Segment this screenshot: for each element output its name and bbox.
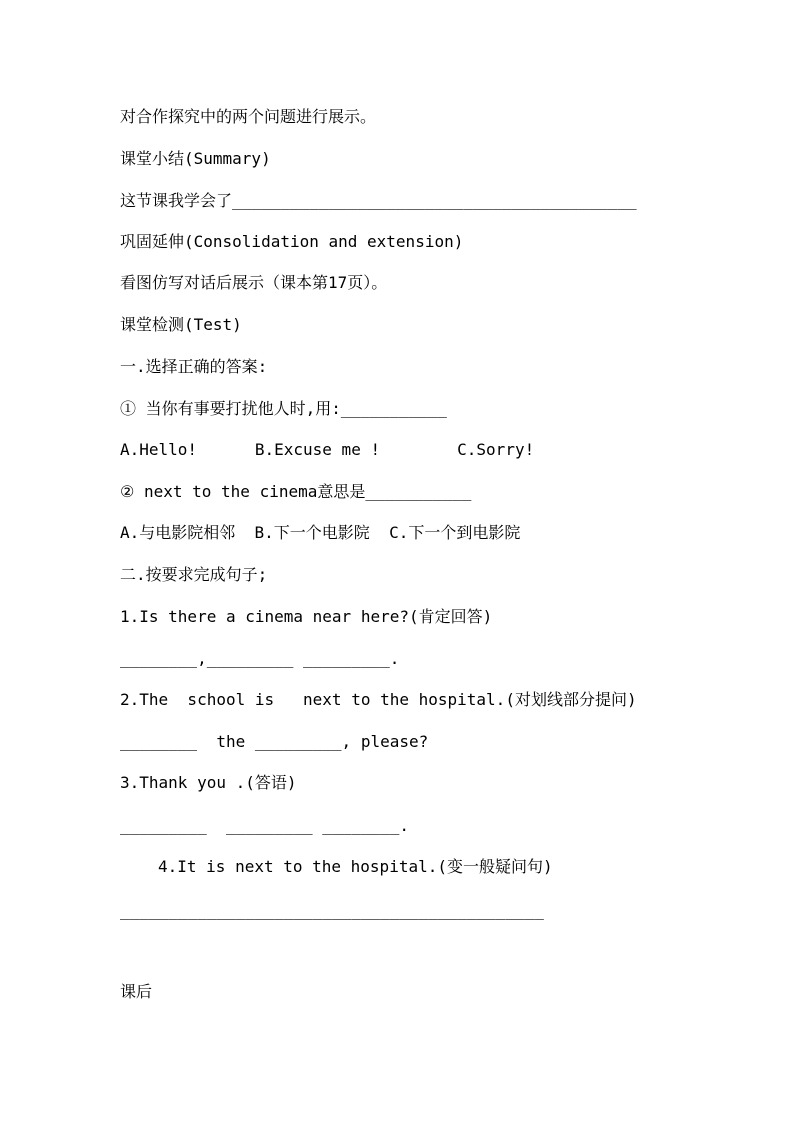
part-two-heading: 二.按要求完成句子; (120, 565, 268, 584)
question-1-options: A.Hello! B.Excuse me ! C.Sorry! (120, 440, 535, 459)
section-heading-consolidation: 巩固延伸(Consolidation and extension) (120, 232, 464, 251)
question-2: ② next to the cinema意思是___________ (120, 482, 472, 501)
part-one-heading: 一.选择正确的答案: (120, 357, 268, 376)
text-line-summary-blank: 这节课我学会了__________________________________________ (120, 191, 637, 210)
section-heading-summary: 课堂小结(Summary) (120, 149, 271, 168)
sentence-3-blanks: _________ _________ ________. (120, 816, 409, 835)
question-1: ① 当你有事要打扰他人时,用:___________ (120, 399, 447, 418)
sentence-2-blanks: ________ the _________, please? (120, 732, 429, 751)
question-2-options: A.与电影院相邻 B.下一个电影院 C.下一个到电影院 (120, 523, 521, 542)
sentence-1-blanks: ________,_________ _________. (120, 649, 400, 668)
after-class-heading: 课后 (120, 982, 153, 1001)
sentence-2: 2.The school is next to the hospital.(对划线部分提问) (120, 690, 637, 709)
sentence-3: 3.Thank you .(答语) (120, 773, 297, 792)
text-line-1: 对合作探究中的两个问题进行展示。 (120, 107, 377, 126)
sentence-4-blank: ____________________________________________ (120, 901, 544, 920)
section-heading-test: 课堂检测(Test) (120, 315, 242, 334)
sentence-1: 1.Is there a cinema near here?(肯定回答) (120, 607, 493, 626)
text-line-instruction: 看图仿写对话后展示（课本第17页）。 (120, 273, 388, 292)
sentence-4: 4.It is next to the hospital.(变一般疑问句) (158, 857, 553, 876)
